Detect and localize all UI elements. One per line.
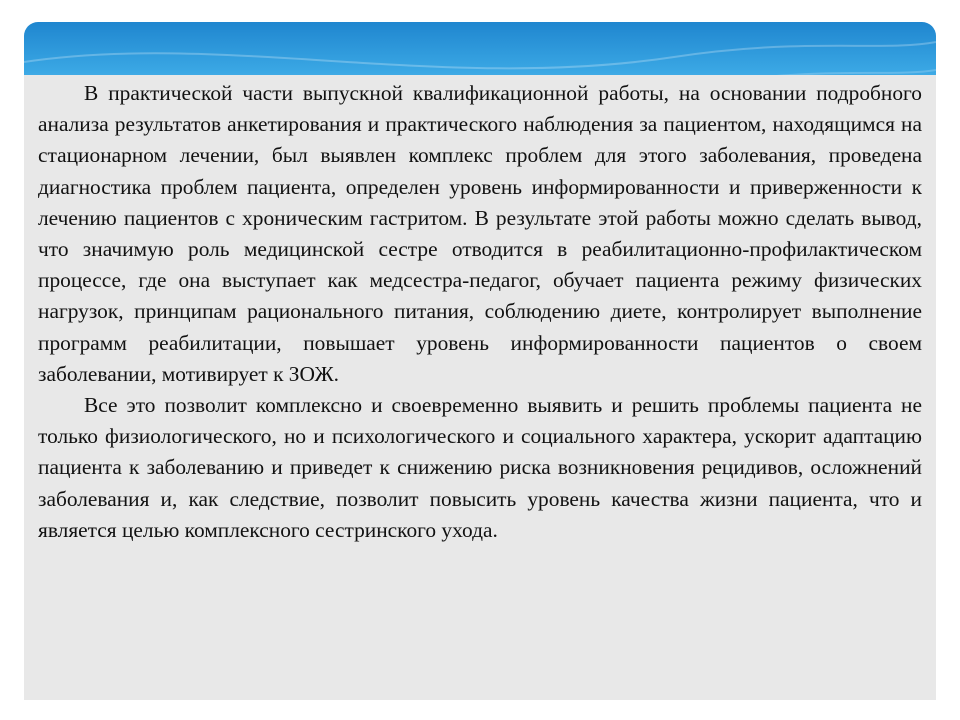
paragraph-2: Все это позволит комплексно и своевременно выявить и решить проблемы пациента не только физиологического, но и психологического и социального характера, ускорит адаптацию пациента к заболеванию и приведет к снижению риска возникновения рецидивов, осложнений заболевания и, как следствие, позволит повысить уровень качества жизни пациента, что и является целью комплексного сестринского ухода. xyxy=(38,393,922,542)
body-text xyxy=(38,78,922,546)
paragraph-1: В практической части выпускной квалификационной работы, на основании подробного анализа результатов анкетирования и практического наблюдения за пациентом, находящимся на стационарном лечении, был выявлен комплекс проблем для этого заболевания, проведена диагностика проблем пациента, определен уровень информированности и приверженности к лечению пациентов с хроническим гастритом. В результате этой работы можно сделать вывод, что значимую роль медицинской сестре отводится в реабилитационно-профилактическом процессе, где она выступает как медсестра-педагог, обучает пациента режиму физических нагрузок, принципам рационального питания, соблюдению диете, контролирует выполнение программ реабилитации, повышает уровень информированности пациентов о своем заболевании, мотивирует к ЗОЖ. xyxy=(38,81,922,386)
